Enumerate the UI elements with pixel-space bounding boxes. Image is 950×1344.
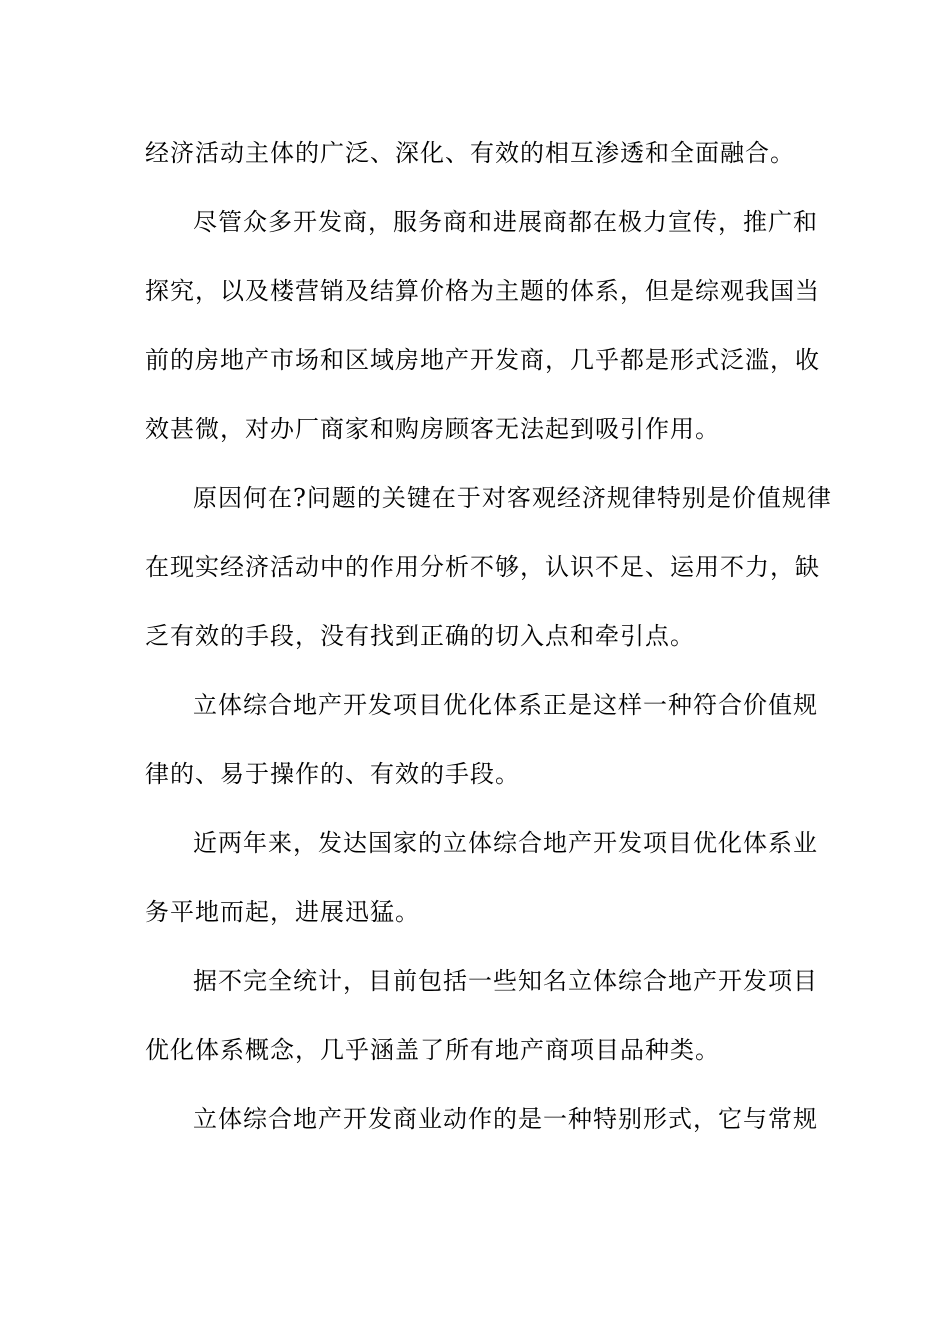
- text-line: 律的、易于操作的、有效的手段。: [145, 760, 520, 788]
- text-line: 乏有效的手段，没有找到正确的切入点和牵引点。: [145, 622, 695, 650]
- text-line: 经济活动主体的广泛、深化、有效的相互渗透和全面融合。: [145, 139, 795, 167]
- document-body: [145, 127, 832, 1162]
- paragraph-first-line: 立体综合地产开发商业动作的是一种特别形式，它与常规: [193, 1105, 818, 1133]
- paragraph-first-line: 近两年来，发达国家的立体综合地产开发项目优化体系业: [193, 829, 818, 857]
- text-line: 探究，以及楼营销及结算价格为主题的体系，但是综观我国当: [145, 277, 820, 305]
- paragraph-first-line: 据不完全统计，目前包括一些知名立体综合地产开发项目: [193, 967, 818, 995]
- paragraph-first-line: 立体综合地产开发项目优化体系正是这样一种符合价值规: [193, 691, 818, 719]
- text-line: 效甚微，对办厂商家和购房顾客无法起到吸引作用。: [145, 415, 720, 443]
- text-line: 前的房地产市场和区域房地产开发商，几乎都是形式泛滥，收: [145, 346, 820, 374]
- paragraph-first-line: 尽管众多开发商，服务商和进展商都在极力宣传，推广和: [193, 208, 818, 236]
- text-line: 优化体系概念，几乎涵盖了所有地产商项目品种类。: [145, 1036, 720, 1064]
- text-line: 在现实经济活动中的作用分析不够，认识不足、运用不力，缺: [145, 553, 820, 581]
- paragraph-first-line: 原因何在?问题的关键在于对客观经济规律特别是价值规律: [193, 484, 832, 512]
- text-line: 务平地而起，进展迅猛。: [145, 898, 420, 926]
